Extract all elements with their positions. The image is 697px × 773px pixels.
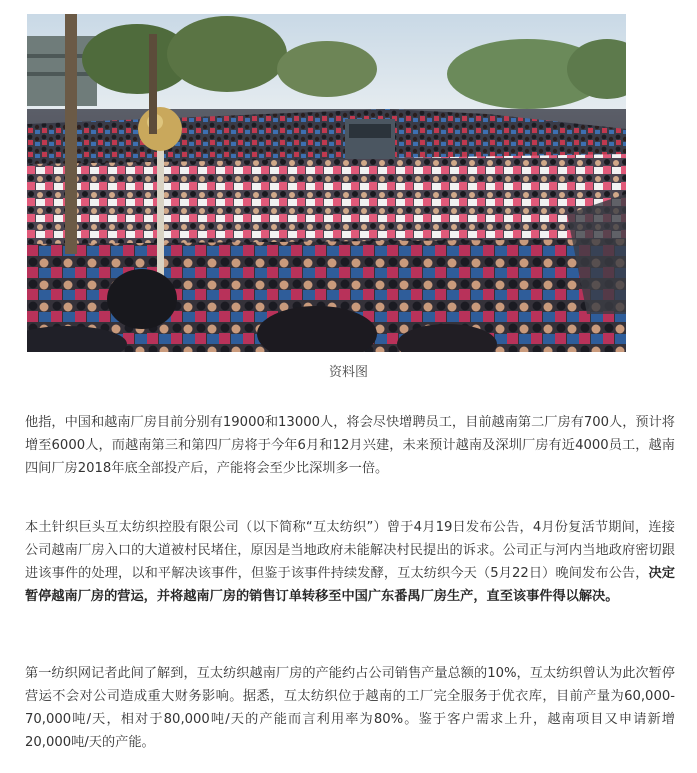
crowd-photo (27, 14, 626, 352)
paragraph-suspension-text: 本土针织巨头互太纺织控股有限公司（以下简称“互太纺织”）曾于4月19日发布公告，4月份复活节期间，连接公司越南厂房入口的大道被村民堵住，原因是当地政府未能解决村民提出的诉求。公司正与河内当地政府密切跟进该事件的处理，以和平解决该事件，但鉴于该事件持续发酵，互太纺织今天（5月22日）晚间发布公告， (25, 520, 675, 581)
photo-caption: 资料图 (328, 365, 368, 380)
paragraph-factory-staffing: 他指，中国和越南厂房目前分别有19000和13000人，将会尽快增聘员工，目前越南第二厂房有700人，预计将增至6000人，而越南第三和第四厂房将于今年6月和12月兴建，未来预计越南及深圳厂房有近4000员工，越南四间厂房2018年底全部投产后，产能将会至少比深圳多一倍。 (25, 415, 675, 476)
paragraph-suspension-decision: 决定暂停越南厂房的营运，并将越南厂房的销售订单转移至中国广东番禺厂房生产，直至该事件得以解决。 (25, 566, 675, 604)
paragraph-capacity-details: 第一纺织网记者此间了解到，互太纺织越南厂房的产能约占公司销售产量总额的10%，互太纺织曾认为此次暂停营运不会对公司造成重大财务影响。据悉，互太纺织位于越南的工厂完全服务于优衣库，目前产量为60,000-70,000吨/天，相对于80,000吨/天的产能而言利用率为80%。鉴于客户需求上升，越南项目又申请新增20,000吨/天的产能。 (25, 666, 675, 750)
crowd-photo-illustration (27, 14, 626, 352)
paragraph-suspension-announcement (25, 516, 675, 608)
